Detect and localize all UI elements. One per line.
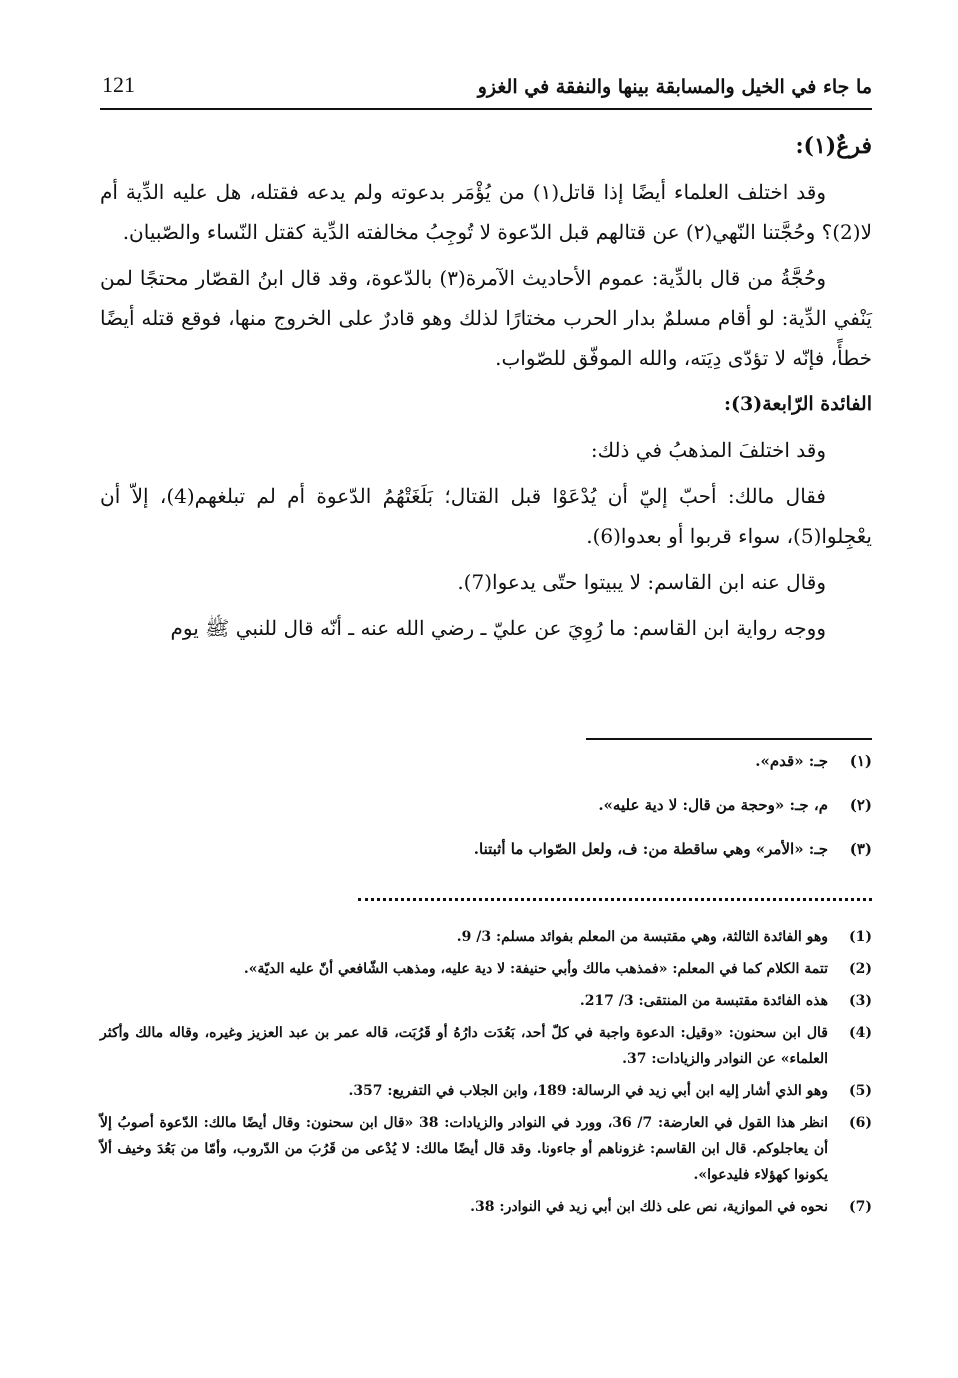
footnote-text: وهو الذي أشار إليه ابن أبي زيد في الرسالة: 189، وابن الجلاب في التفريع: 357.: [348, 1083, 828, 1099]
footnote-text: نحوه في الموازية، نص على ذلك ابن أبي زيد في النوادر: 38.: [470, 1199, 828, 1215]
footnote-text: تتمة الكلام كما في المعلم: «فمذهب مالك وأبي حنيفة: لا دية عليه، ومذهب الشّافعي أنّ عليه الديّة».: [243, 961, 828, 977]
footnote-number: (1): [849, 929, 872, 945]
footnote: [100, 1194, 872, 1220]
paragraph: وقال عنه ابن القاسم: لا يبيتوا حتّى يدعوا(7).: [457, 570, 826, 594]
editor-footnotes: [100, 924, 872, 1226]
footnote: [100, 838, 872, 860]
footnote: [100, 988, 872, 1014]
section-heading-branch: فرعٌ(١):: [795, 133, 872, 159]
footnote: [100, 750, 872, 772]
paragraph: وحُجَّةُ من قال بالدِّية: عموم الأحاديث الآمرة(٣) بالدّعوة، وقد قال ابنُ القصّار محتجًا لمن يَنْفي الدِّية: لو أقام مسلمٌ بدار الحرب مختارًا لذلك وهو قادرٌ على الخروج منها، فوقع قتله أيضًا خطأً، فإنّه لا تؤدّى دِيَته، والله الموفّق للصّواب.: [100, 266, 872, 370]
manuscript-footnotes: [100, 750, 872, 882]
footnote-number: (2): [849, 961, 872, 977]
main-text: [100, 126, 872, 654]
footnote-number: (٣): [849, 840, 872, 858]
footnote-number: (١): [849, 752, 872, 770]
running-header: [100, 66, 872, 110]
paragraph: فقال مالك: أحبّ إليّ أن يُدْعَوْا قبل القتال؛ بَلَغَتْهُمُ الدّعوة أم لم تبلغهم(4)، إلاّ أن يعْجِلوا(5)، سواء قربوا أو بعدوا(6).: [100, 484, 872, 548]
chapter-title: ما جاء في الخيل والمسابقة بينها والنفقة في الغزو: [477, 76, 872, 98]
footnote-number: (3): [849, 993, 872, 1009]
paragraph: ووجه رواية ابن القاسم: ما رُوِيَ عن عليّ ـ رضي الله عنه ـ أنّه قال للنبي ﷺ يوم: [170, 616, 826, 640]
footnote: [100, 794, 872, 816]
footnote-separator: [586, 738, 872, 740]
footnote: [100, 924, 872, 950]
footnote: [100, 1078, 872, 1104]
paragraph: وقد اختلف العلماء أيضًا إذا قاتل(١) من يُؤْمَر بدعوته ولم يدعه فقتله، هل عليه الدِّية أم لا(2)؟ وحُجَّتنا النّهي(٢) عن قتالهم قبل الدّعوة لا تُوجِبُ مخالفته الدِّية كقتل النّساء والصّبيان.: [100, 180, 872, 244]
footnote-text: جـ: «قدم».: [755, 752, 828, 770]
page-number: 121: [102, 72, 135, 97]
section-heading-fourth-benefit: الفائدة الرّابعة(3):: [723, 393, 872, 415]
dotted-separator: [358, 898, 872, 901]
footnote-number: (7): [849, 1199, 872, 1215]
footnote-number: (4): [849, 1025, 872, 1041]
footnote-text: جـ: «الأمر» وهي ساقطة من: ف، ولعل الصّواب ما أثبتنا.: [473, 840, 828, 858]
footnote: [100, 956, 872, 982]
footnote-number: (5): [849, 1083, 872, 1099]
footnote-number: (6): [849, 1115, 872, 1131]
footnote-text: هذه الفائدة مقتبسة من المنتقى: 3/ 217.: [579, 993, 828, 1009]
paragraph: وقد اختلفَ المذهبُ في ذلك:: [590, 438, 826, 462]
footnote-text: قال ابن سحنون: «وقيل: الدعوة واجبة في كلّ أحد، بَعُدَت دارُهُ أو قَرُبَت، قاله عمر بن عبد العزيز وغيره، وقاله مالك وأكثر العلماء» عن النوادر والزيادات: 37.: [100, 1025, 828, 1067]
footnote-number: (٢): [849, 796, 872, 814]
footnote: [100, 1110, 872, 1188]
footnote-text: وهو الفائدة الثالثة، وهي مقتبسة من المعلم بفوائد مسلم: 3/ 9.: [456, 929, 828, 945]
footnote: [100, 1020, 872, 1072]
footnote-text: انظر هذا القول في العارضة: 7/ 36، وورد في النوادر والزيادات: 38 «قال ابن سحنون: وقال أيضًا مالك: الدّعوة أصوبُ إلاّ أن يعاجلوكم. قال ابن القاسم: غزوناهم أو جاءونا. وقد قال أيضًا مالك: لا يُدْعى من قَرُبَ من الدّروب، وأمّا من بَعُدَ وخيف ألاّ يكونوا كهؤلاء فليدعوا».: [100, 1115, 828, 1183]
footnote-text: م، جـ: «وحجة من قال: لا دية عليه».: [598, 796, 828, 814]
